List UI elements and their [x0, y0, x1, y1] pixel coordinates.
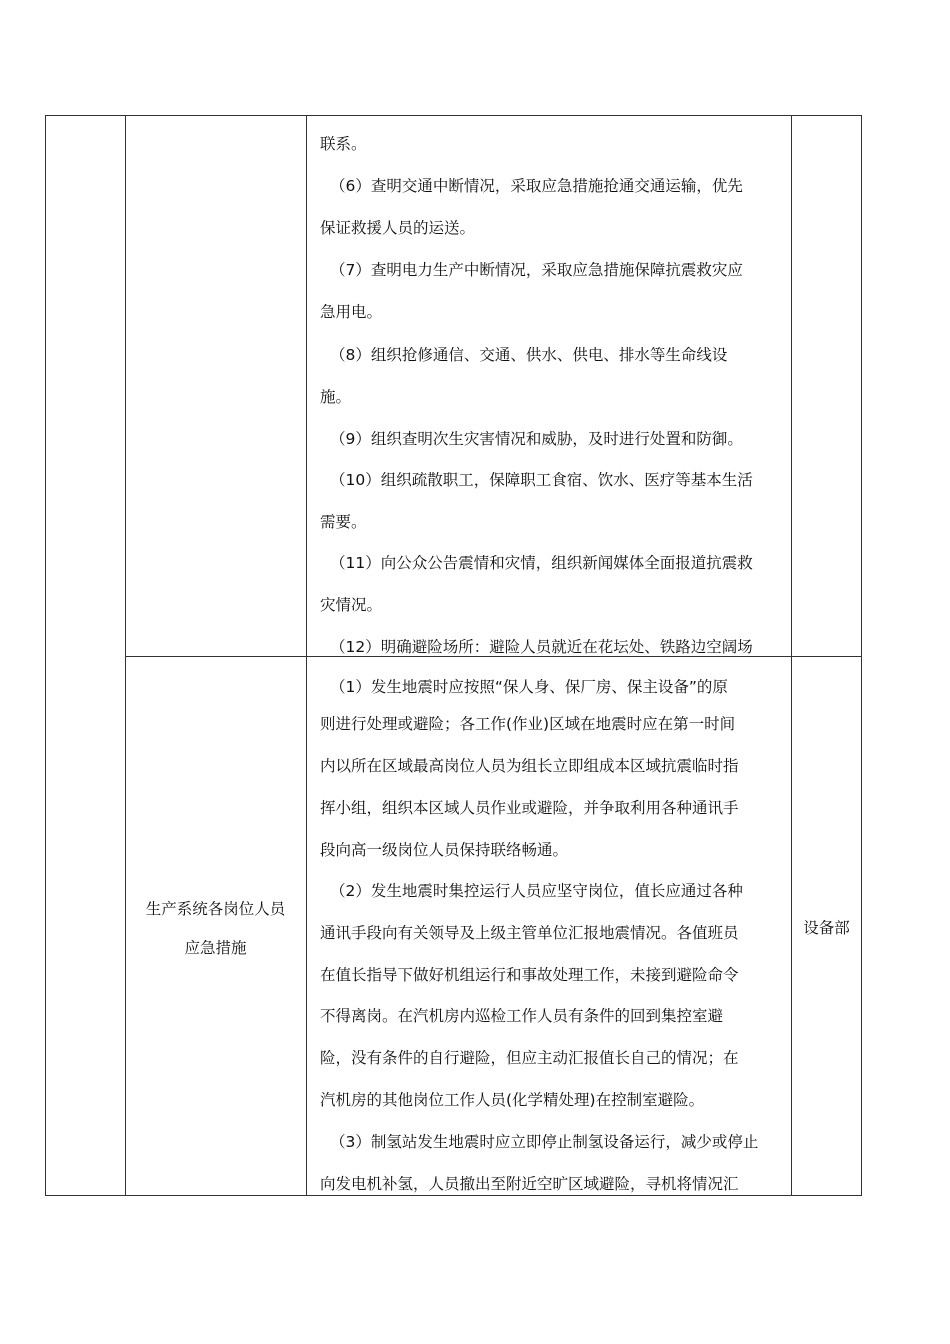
measure-line: （7）查明电力生产中断情况，采取应急措施保障抗震救灾应 — [330, 261, 743, 279]
measure-line: （9）组织查明次生灾害情况和威胁，及时进行处置和防御。 — [330, 430, 743, 448]
measure-line: 向发电机补氢，人员撤出至附近空旷区域避险，寻机将情况汇 — [320, 1175, 739, 1193]
measure-line: （3）制氢站发生地震时应立即停止制氢设备运行，减少或停止 — [330, 1133, 759, 1151]
measure-line: （10）组织疏散职工，保障职工食宿、饮水、医疗等基本生活 — [330, 471, 753, 489]
item-label-line1: 生产系统各岗位人员 — [145, 900, 286, 918]
measure-line: 保证救援人员的运送。 — [320, 219, 476, 237]
measure-line: 险，没有条件的自行避险，但应主动汇报值长自己的情况；在 — [320, 1049, 739, 1067]
item-label-line2: 应急措施 — [184, 939, 247, 957]
measure-line: 急用电。 — [320, 303, 383, 321]
department-label: 设备部 — [803, 919, 850, 937]
measure-line: （6）查明交通中断情况，采取应急措施抢通交通运输，优先 — [330, 177, 743, 195]
measure-line: 灾情况。 — [320, 596, 383, 614]
measure-line: （8）组织抢修通信、交通、供水、供电、排水等生命线设 — [330, 346, 728, 364]
measure-line: （1）发生地震时应按照“保人身、保厂房、保主设备”的原 — [330, 678, 728, 696]
measure-line: 不得离岗。在汽机房内巡检工作人员有条件的回到集控室避 — [320, 1007, 724, 1025]
measure-line: 施。 — [320, 388, 352, 406]
measure-line: （2）发生地震时集控运行人员应坚守岗位，值长应通过各种 — [330, 882, 743, 900]
measure-line: 段向高一级岗位人员保持联络畅通。 — [320, 841, 569, 859]
measure-line: 内以所在区域最高岗位人员为组长立即组成本区域抗震临时指 — [320, 757, 739, 775]
measure-line: 汽机房的其他岗位工作人员(化学精处理)在控制室避险。 — [320, 1091, 705, 1109]
measure-line: 在值长指导下做好机组运行和事故处理工作，未接到避险命令 — [320, 966, 739, 984]
measure-line: 则进行处理或避险；各工作(作业)区域在地震时应在第一时间 — [320, 715, 736, 733]
measure-line: （11）向公众公告震情和灾情，组织新闻媒体全面报道抗震救 — [330, 554, 753, 572]
measure-line: 通讯手段向有关领导及上级主管单位汇报地震情况。各值班员 — [320, 924, 739, 942]
measure-line: 需要。 — [320, 513, 367, 531]
measure-line: 联系。 — [320, 135, 367, 153]
measure-line: 挥小组，组织本区域人员作业或避险，并争取利用各种通讯手 — [320, 799, 739, 817]
measure-line: （12）明确避险场所：避险人员就近在花坛处、铁路边空阔场 — [330, 638, 753, 656]
